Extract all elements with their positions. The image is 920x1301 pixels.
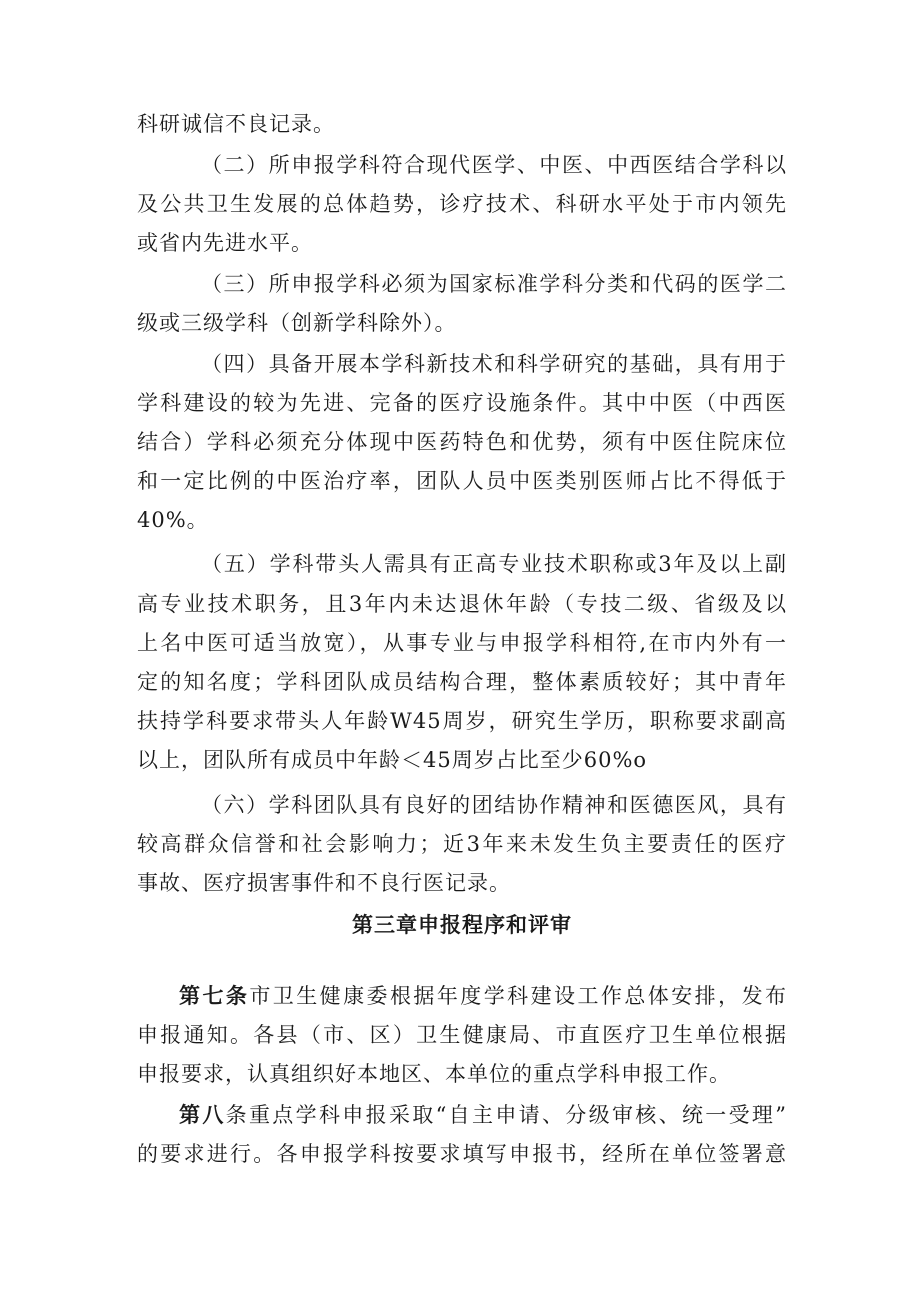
text-line: 结合）学科必须充分体现中医药特色和优势，须有中医住院床位 (137, 430, 787, 454)
text-line: 申报通知。各县（市、区）卫生健康局、市直医疗卫生单位根据 (137, 1023, 787, 1047)
text-line: 的要求进行。各申报学科按要求填写申报书，经所在单位签署意 (137, 1142, 787, 1166)
text-line: 较高群众信誉和社会影响力；近3年来未发生负主要责任的医疗 (137, 832, 787, 856)
text-line: 科研诚信不良记录。 (137, 112, 335, 136)
text-line: 及公共卫生发展的总体趋势，诊疗技术、科研水平处于市内领先 (137, 192, 787, 216)
article-7-text: 市卫生健康委根据年度学科建设工作总体安排，发布 (249, 984, 788, 1008)
chapter-title: 第三章申报程序和评审 (352, 913, 572, 937)
article-8-text: 条重点学科申报采取“自主申请、分级审核、统一受理” (225, 1103, 787, 1127)
text-line: 40%。 (137, 508, 209, 532)
text-line: 扶持学科要求带头人年龄W45周岁，研究生学历，职称要求副高 (137, 709, 787, 733)
text-line: 和一定比例的中医治疗率，团队人员中医类别医师占比不得低于 (137, 469, 787, 493)
text-line: 级或三级学科（创新学科除外）。 (137, 311, 457, 335)
text-line: 学科建设的较为先进、完备的医疗设施条件。其中中医（中西医 (137, 391, 787, 415)
text-line: （三）所申报学科必须为国家标准学科分类和代码的医学二 (201, 272, 787, 296)
article-7-label: 第七条 (179, 984, 250, 1008)
text-line: 或省内先进水平。 (137, 231, 313, 255)
text-line: 申报要求，认真组织好本地区、本单位的重点学科申报工作。 (137, 1062, 731, 1086)
text-line: 以上，团队所有成员中年龄＜45周岁占比至少60%o (137, 748, 648, 772)
article-7-first-line (179, 978, 787, 1014)
text-line: （六）学科团队具有良好的团结协作精神和医德医风，具有 (201, 793, 787, 817)
text-line: 定的知名度；学科团队成员结构合理，整体素质较好；其中青年 (137, 670, 787, 694)
text-line: 上名中医可适当放宽），从事专业与申报学科相符,在市内外有一 (137, 631, 787, 655)
text-line: （四）具备开展本学科新技术和科学研究的基础，具有用于 (201, 352, 787, 376)
text-line: 事故、医疗损害事件和不良行医记录。 (137, 871, 511, 895)
text-line: 高专业技术职务，且3年内未达退休年龄（专技二级、省级及以 (137, 592, 787, 616)
text-line: （二）所申报学科符合现代医学、中医、中西医结合学科以 (201, 153, 787, 177)
article-8-label: 第八 (179, 1103, 226, 1127)
article-8-first-line (179, 1097, 787, 1133)
text-line: （五）学科带头人需具有正高专业技术职称或3年及以上副 (201, 552, 787, 576)
